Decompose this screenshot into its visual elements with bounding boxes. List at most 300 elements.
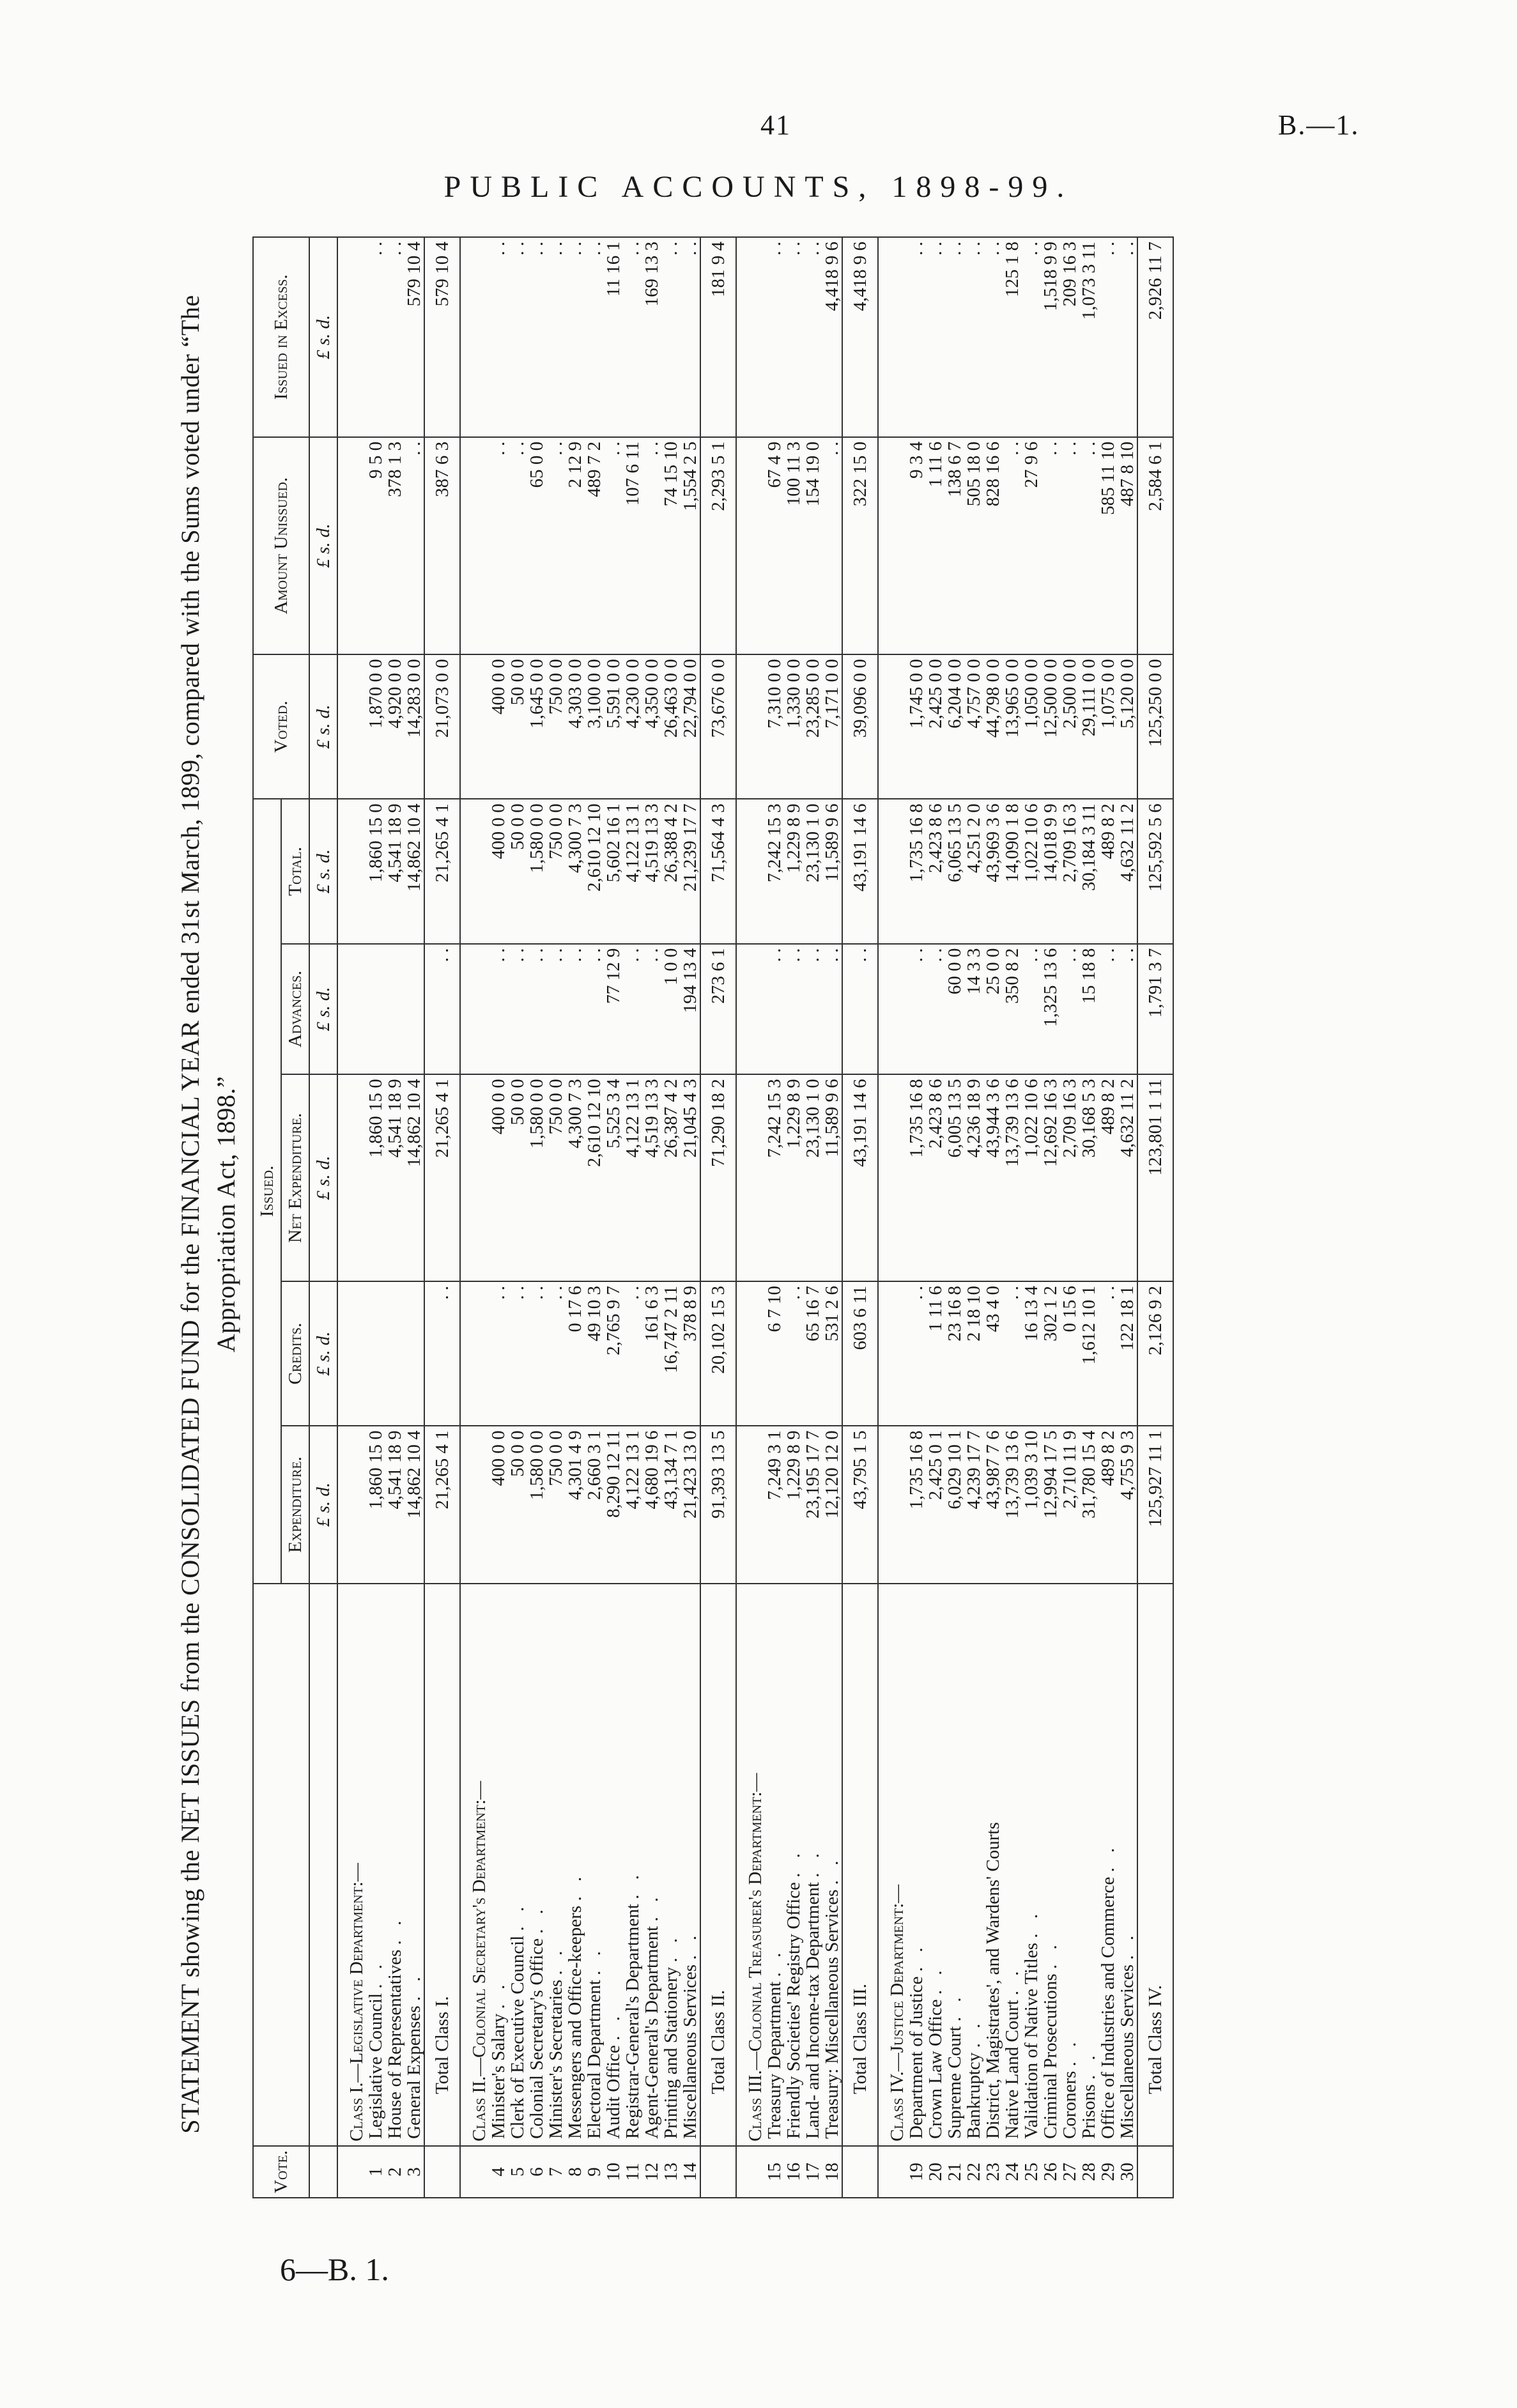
unissued-value: . . [604, 437, 623, 654]
item-description [1022, 1584, 1041, 2146]
item-name: Department of Justice [906, 1976, 927, 2139]
table-row [1098, 237, 1118, 2198]
vote-number: 26 [1041, 2146, 1060, 2198]
vote-number: 5 [508, 2146, 527, 2198]
unissued-value: 9 3 4 [907, 437, 926, 654]
empty-cell [736, 437, 765, 654]
empty-cell [337, 437, 366, 654]
voted-total: 125,250 0 0 [1137, 654, 1173, 799]
credits-value: 1,612 10 1 [1079, 1281, 1098, 1426]
empty-cell [878, 437, 907, 654]
leader-dots: . . [1079, 2050, 1099, 2080]
total-value: 1,022 10 6 [1022, 799, 1041, 943]
vote-cell [878, 2146, 907, 2198]
empty-cell [337, 1426, 366, 1583]
total-value: 489 8 2 [1098, 799, 1118, 943]
table-row [527, 237, 546, 2198]
expenditure-value: 1,039 3 10 [1022, 1426, 1041, 1583]
credits-value: 65 16 7 [803, 1281, 822, 1426]
expenditure-value: 4,680 19 6 [642, 1426, 661, 1583]
excess-value: . . [585, 237, 604, 437]
net-value: 4,300 7 3 [566, 1074, 585, 1281]
credits-value: 49 10 3 [585, 1281, 604, 1426]
class-total-row [842, 237, 878, 2198]
total-value: 1,735 16 8 [907, 799, 926, 943]
item-description [546, 1584, 566, 2146]
excess-value: . . [1118, 237, 1137, 437]
table-row [404, 237, 424, 2198]
voted-value: 400 0 0 [489, 654, 508, 799]
item-name: Minister's Secretaries [546, 1979, 566, 2139]
excess-value: . . [489, 237, 508, 437]
credits-value: . . [1098, 1281, 1118, 1426]
leader-dots: . . [661, 1933, 681, 1963]
voted-value: 26,463 0 0 [661, 654, 681, 799]
unissued-value: 138 6 7 [945, 437, 964, 654]
unissued-value: 154 19 0 [803, 437, 822, 654]
expenditure-value: 21,423 13 0 [681, 1426, 700, 1583]
net-value: 6,005 13 5 [945, 1074, 964, 1281]
voted-value: 4,920 0 0 [385, 654, 404, 799]
table-row [1041, 237, 1060, 2198]
item-name: Prisons [1079, 2084, 1099, 2139]
vote-number: 29 [1098, 2146, 1118, 2198]
advances-value: . . [1022, 944, 1041, 1075]
credits-total: 20,102 15 3 [700, 1281, 736, 1426]
advances-value [404, 944, 424, 1075]
item-name: Crown Law Office [925, 1999, 946, 2139]
advances-value: . . [546, 944, 566, 1075]
excess-value: . . [1022, 237, 1041, 437]
total-value: 7,242 15 3 [765, 799, 784, 943]
empty-cell [878, 654, 907, 799]
voted-value: 14,283 0 0 [404, 654, 424, 799]
vote-number: 28 [1079, 2146, 1098, 2198]
credits-value: 2,765 9 7 [604, 1281, 623, 1426]
net-value: 13,739 13 6 [1003, 1074, 1022, 1281]
item-name: Validation of Native Titles [1021, 1943, 1042, 2139]
total-value: 4,541 18 9 [385, 799, 404, 943]
item-description [508, 1584, 527, 2146]
voted-value: 13,965 0 0 [1003, 654, 1022, 799]
voted-value: 5,591 0 0 [604, 654, 623, 799]
expenditure-value: 8,290 12 11 [604, 1426, 623, 1583]
class-total-row [424, 237, 460, 2198]
excess-value: 11 16 1 [604, 237, 623, 437]
class-title: Class IV.—Justice Department:— [878, 1584, 907, 2146]
voted-value: 29,111 0 0 [1079, 654, 1098, 799]
net-value: 4,236 18 9 [964, 1074, 983, 1281]
excess-value: . . [527, 237, 546, 437]
page-number: 41 [760, 109, 791, 141]
item-description [1079, 1584, 1098, 2146]
item-description [907, 1584, 926, 2146]
unissued-value: 100 11 3 [784, 437, 803, 654]
item-description [926, 1584, 945, 2146]
net-total: 71,290 18 2 [700, 1074, 736, 1281]
class-total-label: Total Class IV. [1137, 1584, 1173, 2146]
item-name: House of Representatives [385, 1949, 405, 2139]
expenditure-value: 1,580 0 0 [527, 1426, 546, 1583]
net-total: 123,801 1 11 [1137, 1074, 1173, 1281]
total-value: 26,388 4 2 [661, 799, 681, 943]
table-row [366, 237, 385, 2198]
voted-value: 7,171 0 0 [822, 654, 842, 799]
empty-cell [460, 654, 489, 799]
voted-value: 5,120 0 0 [1118, 654, 1137, 799]
vote-number: 15 [765, 2146, 784, 2198]
table-row [1003, 237, 1022, 2198]
empty-cell [460, 1281, 489, 1426]
table-body [337, 237, 1173, 2198]
item-name: Treasury Department [764, 1981, 785, 2139]
advances-value: . . [489, 944, 508, 1075]
empty-cell [337, 1281, 366, 1426]
vote-cell [700, 2146, 736, 2198]
advances-value: . . [926, 944, 945, 1075]
total-value: 4,122 13 1 [623, 799, 642, 943]
item-name: Miscellaneous Services [1117, 1964, 1137, 2139]
units-credits: £ s. d. [309, 1281, 337, 1426]
advances-value: . . [803, 944, 822, 1075]
advances-value: . . [907, 944, 926, 1075]
col-issued: Issued. [253, 799, 281, 1583]
table-row [642, 237, 661, 2198]
table-row [907, 237, 926, 2198]
empty-cell [736, 654, 765, 799]
vote-number: 27 [1060, 2146, 1079, 2198]
vote-number: 14 [681, 2146, 700, 2198]
excess-value: . . [926, 237, 945, 437]
empty-cell [460, 799, 489, 943]
item-description [404, 1584, 424, 2146]
total-total: 71,564 4 3 [700, 799, 736, 943]
unissued-value: 65 0 0 [527, 437, 546, 654]
item-description [661, 1584, 681, 2146]
net-total: 43,191 14 6 [842, 1074, 878, 1281]
advances-value: . . [1098, 944, 1118, 1075]
item-description [366, 1584, 385, 2146]
leader-dots: . . [1059, 2037, 1080, 2067]
class-total-label: Total Class I. [424, 1584, 460, 2146]
excess-value: . . [945, 237, 964, 437]
vote-cell [337, 2146, 366, 2198]
voted-value: 4,757 0 0 [964, 654, 983, 799]
leader-dots: . . [546, 1945, 566, 1975]
unissued-value: 505 18 0 [964, 437, 983, 654]
units-description [309, 1584, 337, 2146]
item-name: Printing and Stationery [661, 1966, 681, 2139]
table-row [508, 237, 527, 2198]
expenditure-value: 4,122 13 1 [623, 1426, 642, 1583]
empty-cell [878, 1281, 907, 1426]
credits-value: . . [508, 1281, 527, 1426]
advances-total: . . [424, 944, 460, 1075]
net-value: 30,168 5 3 [1079, 1074, 1098, 1281]
advances-value: . . [623, 944, 642, 1075]
class-heading-row [736, 237, 765, 2198]
vote-number: 1 [366, 2146, 385, 2198]
vote-number: 22 [964, 2146, 983, 2198]
total-value: 30,184 3 11 [1079, 799, 1098, 943]
leader-dots: . . [584, 1946, 604, 1975]
total-value: 1,580 0 0 [527, 799, 546, 943]
expenditure-value: 4,239 17 7 [964, 1426, 983, 1583]
table-row [964, 237, 983, 2198]
total-value: 4,519 13 3 [642, 799, 661, 943]
item-description [803, 1584, 822, 2146]
expenditure-value: 12,120 12 0 [822, 1426, 842, 1583]
vote-number: 12 [642, 2146, 661, 2198]
excess-value: 125 1 8 [1003, 237, 1022, 437]
credits-value: . . [907, 1281, 926, 1426]
vote-number: 25 [1022, 2146, 1041, 2198]
vote-number: 3 [404, 2146, 424, 2198]
item-description [1118, 1584, 1137, 2146]
unissued-total: 2,584 6 1 [1137, 437, 1173, 654]
advances-value: 1 0 0 [661, 944, 681, 1075]
unissued-value: 27 9 6 [1022, 437, 1041, 654]
item-description [642, 1584, 661, 2146]
item-description [964, 1584, 983, 2146]
vote-cell [842, 2146, 878, 2198]
empty-cell [337, 237, 366, 437]
item-description [385, 1584, 404, 2146]
voted-value: 12,500 0 0 [1041, 654, 1060, 799]
total-total: 21,265 4 1 [424, 799, 460, 943]
item-name: General Expenses [404, 2005, 424, 2139]
net-value: 26,387 4 2 [661, 1074, 681, 1281]
empty-cell [878, 944, 907, 1075]
excess-total: 4,418 9 6 [842, 237, 878, 437]
units-expenditure: £ s. d. [309, 1426, 337, 1583]
item-name: Native Land Court [1002, 2000, 1022, 2139]
unissued-value: . . [489, 437, 508, 654]
voted-total: 21,073 0 0 [424, 654, 460, 799]
excess-value: . . [765, 237, 784, 437]
class-total-label: Total Class III. [842, 1584, 878, 2146]
net-value: 2,610 12 10 [585, 1074, 604, 1281]
unissued-value: 107 6 11 [623, 437, 642, 654]
net-value: 14,862 10 4 [404, 1074, 424, 1281]
unissued-value: 378 1 3 [385, 437, 404, 654]
total-value: 2,423 8 6 [926, 799, 945, 943]
class-title: Class II.—Colonial Secretary's Department:— [460, 1584, 489, 2146]
expenditure-value: 14,862 10 4 [404, 1426, 424, 1583]
net-value: 5,525 3 4 [604, 1074, 623, 1281]
total-total: 43,191 14 6 [842, 799, 878, 943]
units-net: £ s. d. [309, 1074, 337, 1281]
item-description [681, 1584, 700, 2146]
expenditure-value: 50 0 0 [508, 1426, 527, 1583]
net-value: 1,860 15 0 [366, 1074, 385, 1281]
excess-value: . . [546, 237, 566, 437]
voted-value: 23,285 0 0 [803, 654, 822, 799]
excess-value: 1,073 3 11 [1079, 237, 1098, 437]
expenditure-value: 23,195 17 7 [803, 1426, 822, 1583]
credits-value: 0 17 6 [566, 1281, 585, 1426]
item-description [1041, 1584, 1060, 2146]
excess-value: . . [964, 237, 983, 437]
net-value: 12,692 16 3 [1041, 1074, 1060, 1281]
leader-dots: . . [1098, 1842, 1118, 1872]
unissued-value: . . [1003, 437, 1022, 654]
voted-value: 1,330 0 0 [784, 654, 803, 799]
total-value: 2,709 16 3 [1060, 799, 1079, 943]
table-row [681, 237, 700, 2198]
item-description [1003, 1584, 1022, 2146]
unissued-value: 828 16 6 [983, 437, 1003, 654]
vote-number: 19 [907, 2146, 926, 2198]
vote-number: 16 [784, 2146, 803, 2198]
leader-dots: . . [603, 2011, 624, 2041]
empty-cell [337, 1074, 366, 1281]
credits-value: 6 7 10 [765, 1281, 784, 1426]
unissued-value: 67 4 9 [765, 437, 784, 654]
excess-value: . . [784, 237, 803, 437]
leader-dots: . . [944, 1992, 965, 2022]
leader-dots: . . [366, 1959, 386, 1989]
credits-value: 122 18 1 [1118, 1281, 1137, 1426]
units-voted: £ s. d. [309, 654, 337, 799]
col-excess: Issued in Excess. [253, 237, 309, 437]
total-value: 14,018 9 9 [1041, 799, 1060, 943]
table-row [604, 237, 623, 2198]
unissued-value: . . [822, 437, 842, 654]
item-description [945, 1584, 964, 2146]
vote-number: 11 [623, 2146, 642, 2198]
expenditure-value: 13,739 13 6 [1003, 1426, 1022, 1583]
col-expenditure: Expenditure. [281, 1426, 309, 1583]
leader-dots: . . [1040, 1940, 1061, 1970]
excess-value: . . [566, 237, 585, 437]
leader-dots: . . [527, 1904, 547, 1934]
credits-total: . . [424, 1281, 460, 1426]
credits-value: . . [623, 1281, 642, 1426]
empty-cell [878, 1426, 907, 1583]
voted-value: 1,050 0 0 [1022, 654, 1041, 799]
credits-value: 302 1 2 [1041, 1281, 1060, 1426]
vote-number: 24 [1003, 2146, 1022, 2198]
advances-value: . . [1060, 944, 1079, 1075]
excess-value: 1,518 9 9 [1041, 237, 1060, 437]
unissued-total: 2,293 5 1 [700, 437, 736, 654]
credits-total: 2,126 9 2 [1137, 1281, 1173, 1426]
leader-dots: . . [404, 1972, 424, 2002]
vote-cell [736, 2146, 765, 2198]
total-value: 11,589 9 6 [822, 799, 842, 943]
net-value: 1,022 10 6 [1022, 1074, 1041, 1281]
advances-value: . . [1118, 944, 1137, 1075]
table-row [822, 237, 842, 2198]
leader-dots: . . [1021, 1909, 1042, 1938]
net-total: 21,265 4 1 [424, 1074, 460, 1281]
advances-value: 15 18 8 [1079, 944, 1098, 1075]
class-heading-row [337, 237, 366, 2198]
credits-value: 0 15 6 [1060, 1281, 1079, 1426]
unissued-value: . . [546, 437, 566, 654]
table-row [1118, 237, 1137, 2198]
col-credits: Credits. [281, 1281, 309, 1426]
voted-value: 1,075 0 0 [1098, 654, 1118, 799]
table-row [945, 237, 964, 2198]
unissued-value: . . [404, 437, 424, 654]
unissued-value: 487 8 10 [1118, 437, 1137, 654]
total-value: 400 0 0 [489, 799, 508, 943]
item-description [765, 1584, 784, 2146]
leader-dots: . . [822, 1855, 842, 1885]
net-value: 400 0 0 [489, 1074, 508, 1281]
col-total: Total. [281, 799, 309, 943]
leader-dots: . . [925, 1965, 946, 1995]
empty-cell [736, 1281, 765, 1426]
voted-value: 750 0 0 [546, 654, 566, 799]
advances-value [385, 944, 404, 1075]
vote-number: 13 [661, 2146, 681, 2198]
advances-value: 77 12 9 [604, 944, 623, 1075]
net-value: 11,589 9 6 [822, 1074, 842, 1281]
expenditure-value: 750 0 0 [546, 1426, 566, 1583]
col-voted: Voted. [253, 654, 309, 799]
excess-value: 169 13 3 [642, 237, 661, 437]
expenditure-value: 2,710 11 9 [1060, 1426, 1079, 1583]
advances-value: 60 0 0 [945, 944, 964, 1075]
empty-cell [736, 237, 765, 437]
class-total-row [1137, 237, 1173, 2198]
leader-dots: . . [642, 1892, 662, 1922]
voted-value: 4,350 0 0 [642, 654, 661, 799]
vote-number: 21 [945, 2146, 964, 2198]
net-value: 7,242 15 3 [765, 1074, 784, 1281]
excess-value: . . [983, 237, 1003, 437]
item-description [822, 1584, 842, 2146]
leader-dots: . . [1002, 1966, 1022, 1996]
item-description [527, 1584, 546, 2146]
net-value: 4,122 13 1 [623, 1074, 642, 1281]
leader-dots: . . [565, 1871, 585, 1901]
excess-value: . . [681, 237, 700, 437]
empty-cell [878, 799, 907, 943]
units-vote [309, 2146, 337, 2198]
empty-cell [460, 1074, 489, 1281]
item-name: Friendly Societies' Registry Office [783, 1882, 804, 2139]
expenditure-value: 43,987 7 6 [983, 1426, 1003, 1583]
empty-cell [736, 1426, 765, 1583]
table-row [385, 237, 404, 2198]
item-name: Miscellaneous Services [680, 1964, 700, 2139]
advances-value: . . [585, 944, 604, 1075]
excess-total: 181 9 4 [700, 237, 736, 437]
item-name: Land- and Income-tax Department [803, 1882, 823, 2139]
unissued-value: 585 11 10 [1098, 437, 1118, 654]
advances-total: . . [842, 944, 878, 1075]
leader-dots: . . [906, 1942, 927, 1972]
credits-value: . . [489, 1281, 508, 1426]
unissued-value: . . [1079, 437, 1098, 654]
net-value: 1,735 16 8 [907, 1074, 926, 1281]
class-total-label: Total Class II. [700, 1584, 736, 2146]
item-description [489, 1584, 508, 2146]
voted-total: 73,676 0 0 [700, 654, 736, 799]
excess-value: 579 10 4 [404, 237, 424, 437]
credits-value: . . [527, 1281, 546, 1426]
empty-cell [460, 1426, 489, 1583]
page-reference: B.—1. [1278, 109, 1360, 141]
vote-number: 7 [546, 2146, 566, 2198]
voted-value: 1,870 0 0 [366, 654, 385, 799]
table-row [585, 237, 604, 2198]
empty-cell [337, 799, 366, 943]
